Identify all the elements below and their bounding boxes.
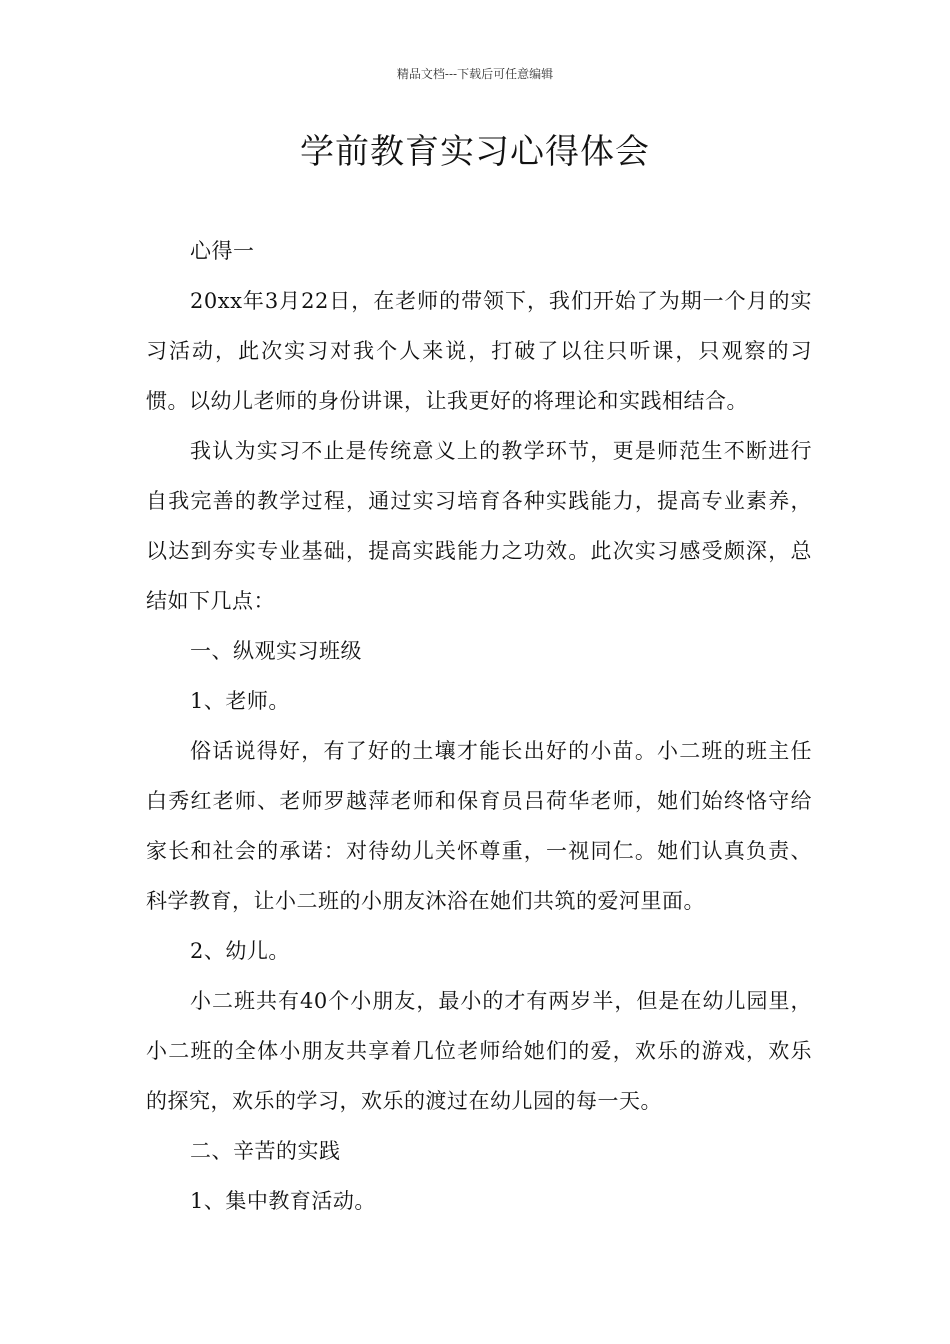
section-heading: 一、纵观实习班级 (190, 639, 362, 663)
paragraph: 小二班共有40个小朋友，最小的才有两岁半，但是在幼儿园里，小二班的全体小朋友共享着几位老师给她们的爱，欢乐的游戏，欢乐的探究，欢乐的学习，欢乐的渡过在幼儿园的每一天。 (146, 989, 812, 1113)
header-note: 精品文档---下载后可任意编辑 (396, 67, 554, 81)
paragraph: 20xx年3月22日，在老师的带领下，我们开始了为期一个月的实习活动，此次实习对我个人来说，打破了以往只听课，只观察的习惯。以幼儿老师的身份讲课，让我更好的将理论和实践相结合。 (146, 289, 812, 413)
document-title: 学前教育实习心得体会 (300, 132, 650, 172)
subsection-heading: 2、幼儿。 (190, 939, 290, 963)
paragraph: 我认为实习不止是传统意义上的教学环节，更是师范生不断进行自我完善的教学过程，通过实习培育各种实践能力，提高专业素养，以达到夯实专业基础，提高实践能力之功效。此次实习感受颇深，总结如下几点： (146, 439, 812, 613)
subsection-heading: 1、老师。 (190, 689, 290, 713)
paragraph: 俗话说得好，有了好的土壤才能长出好的小苗。小二班的班主任白秀红老师、老师罗越萍老师和保育员吕荷华老师，她们始终恪守给家长和社会的承诺：对待幼儿关怀尊重，一视同仁。她们认真负责、科学教育，让小二班的小朋友沐浴在她们共筑的爱河里面。 (146, 739, 812, 913)
document-body (146, 226, 812, 1226)
section-heading: 二、辛苦的实践 (190, 1139, 341, 1163)
subsection-heading: 1、集中教育活动。 (190, 1189, 376, 1213)
section-heading: 心得一 (190, 239, 255, 263)
